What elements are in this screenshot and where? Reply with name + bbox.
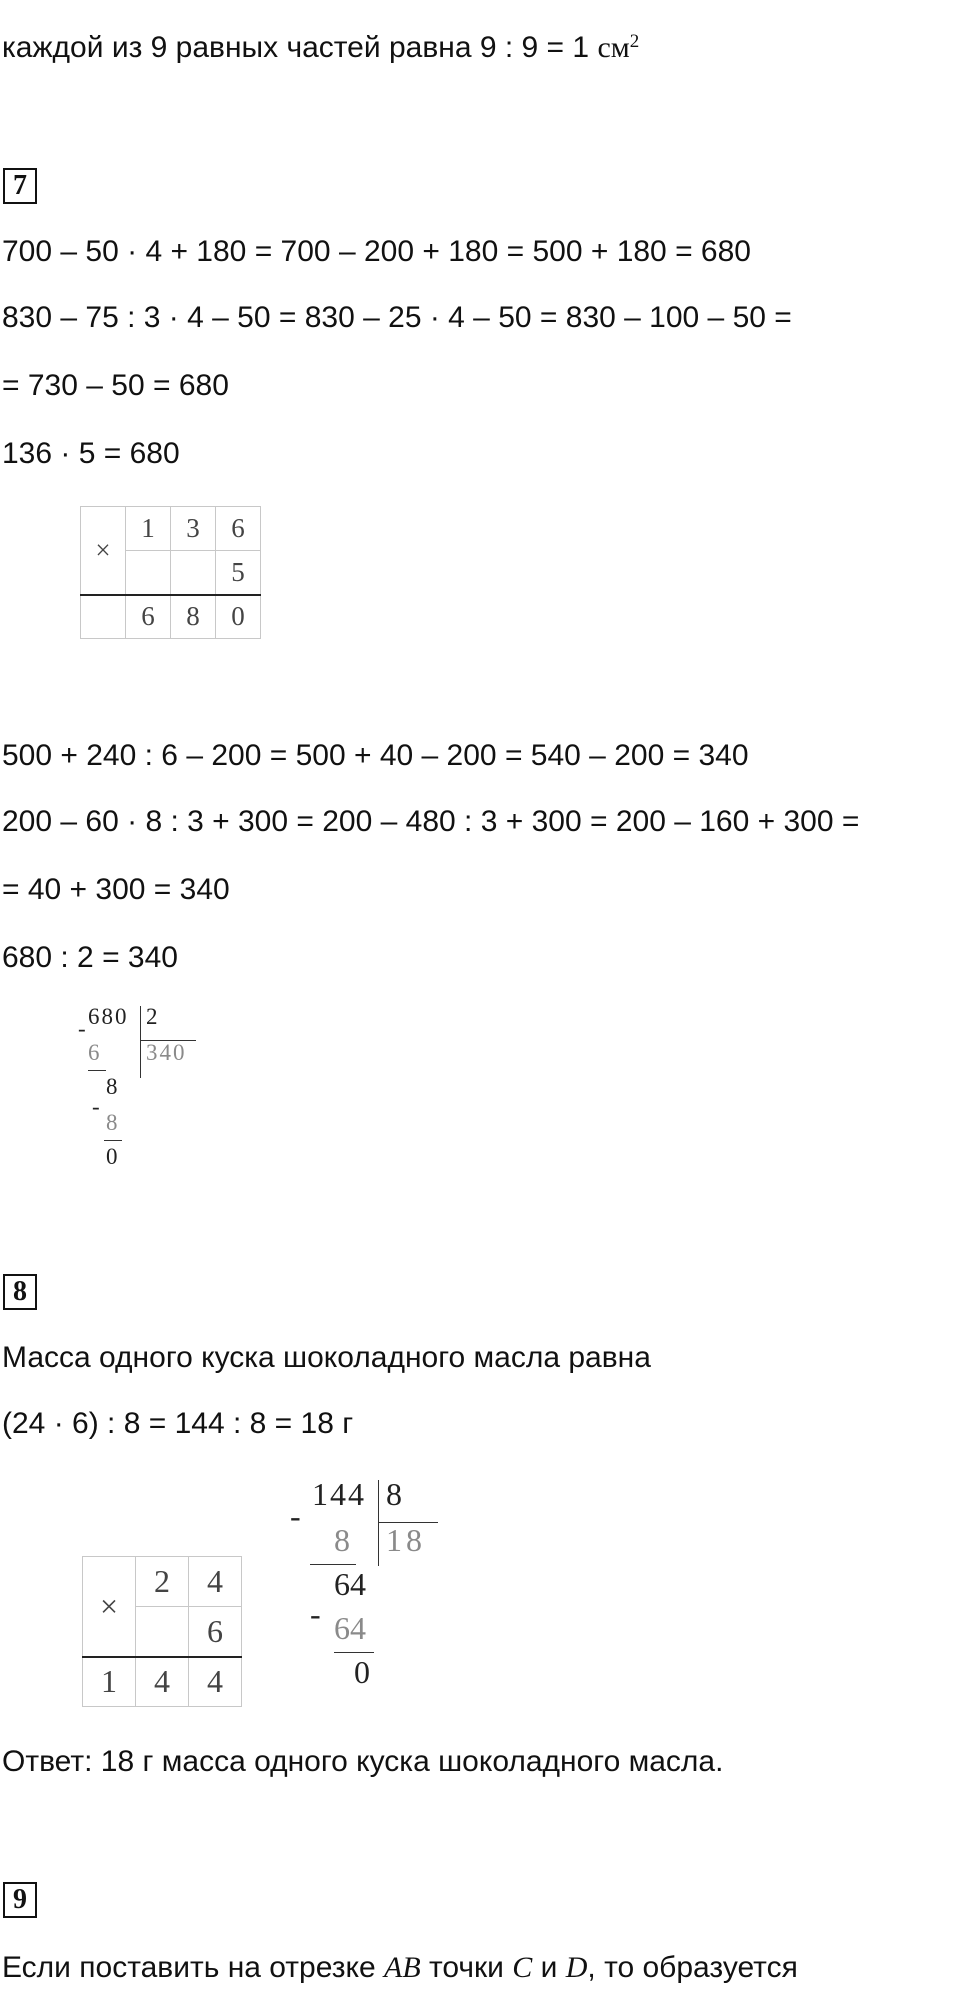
point-d: D [565, 1951, 588, 1984]
task-number-8: 8 [3, 1274, 37, 1310]
task8-line-2: (24 · 6) : 8 = 144 : 8 = 18 г [2, 1407, 354, 1440]
remainder-1: 64 [334, 1566, 366, 1602]
mult-cell [171, 551, 216, 595]
minus-sign: - [310, 1596, 321, 1632]
unit-exponent: 2 [629, 31, 640, 52]
minus-sign: - [78, 1016, 86, 1041]
dividend: 680 [88, 1004, 129, 1029]
long-division-680-2 [78, 1004, 208, 1184]
mult-result-cell [81, 595, 126, 639]
mult-result-cell: 4 [189, 1657, 242, 1707]
task7-line-2: 830 – 75 : 3 · 4 – 50 = 830 – 25 · 4 – 50 = 830 – 100 – 50 = [2, 301, 792, 334]
divisor: 2 [146, 1004, 158, 1029]
task7-line-3: = 730 – 50 = 680 [2, 369, 229, 402]
mult-result-cell: 1 [83, 1657, 136, 1707]
mult-result-cell: 0 [216, 595, 261, 639]
mult-result-cell: 6 [126, 595, 171, 639]
segment-ab: AB [384, 1951, 421, 1984]
long-division-144-8 [290, 1476, 450, 1716]
top-line-text: каждой из 9 равных частей равна 9 : 9 = 1 [2, 31, 598, 64]
subtrahend-1: 6 [88, 1040, 100, 1065]
remainder-2: 0 [354, 1654, 370, 1690]
mult-cell: 5 [216, 551, 261, 595]
task7-line-4: 136 · 5 = 680 [2, 437, 180, 470]
point-c: C [512, 1951, 533, 1984]
task-number-7: 7 [3, 168, 37, 204]
subtrahend-2: 8 [106, 1110, 118, 1135]
mult-cell: 1 [126, 507, 171, 551]
task7-line-1: 700 – 50 · 4 + 180 = 700 – 200 + 180 = 500 + 180 = 680 [2, 235, 751, 268]
mult-result-cell: 4 [136, 1657, 189, 1707]
task8-line-1: Масса одного куска шоколадного масла равна [2, 1341, 651, 1374]
mult-cell: 6 [216, 507, 261, 551]
subtrahend-2: 64 [334, 1610, 366, 1646]
task-number-9: 9 [3, 1882, 37, 1918]
mult-cell: 4 [189, 1557, 242, 1607]
unit-cm: см [597, 31, 630, 64]
multiplication-table-136x5 [80, 506, 261, 639]
times-sign: × [83, 1557, 136, 1657]
mult-cell: 3 [171, 507, 216, 551]
dividend: 144 [312, 1476, 366, 1512]
text: Если поставить на отрезке [2, 1951, 384, 1984]
mult-cell: 2 [136, 1557, 189, 1607]
mult-cell: 6 [189, 1607, 242, 1657]
task9-line-1 [2, 1948, 798, 1988]
quotient: 340 [146, 1040, 187, 1065]
times-sign: × [81, 507, 126, 595]
minus-sign: - [290, 1498, 301, 1534]
task8-answer: Ответ: 18 г масса одного куска шоколадного масла. [2, 1745, 724, 1778]
mult-result-cell: 8 [171, 595, 216, 639]
mult-cell [126, 551, 171, 595]
subtrahend-1: 8 [334, 1522, 350, 1558]
mult-cell [136, 1607, 189, 1657]
divisor: 8 [386, 1476, 402, 1512]
task7-line-8: 680 : 2 = 340 [2, 941, 178, 974]
minus-sign: - [92, 1094, 100, 1119]
remainder-1: 8 [106, 1074, 118, 1099]
multiplication-table-24x6 [82, 1556, 242, 1707]
text: и [532, 1951, 566, 1984]
text: точки [420, 1951, 513, 1984]
quotient: 18 [386, 1522, 426, 1558]
remainder-2: 0 [106, 1144, 118, 1169]
task7-line-5: 500 + 240 : 6 – 200 = 500 + 40 – 200 = 540 – 200 = 340 [2, 739, 749, 772]
task7-line-7: = 40 + 300 = 340 [2, 873, 230, 906]
text: , то образуется [587, 1951, 798, 1984]
task7-line-6: 200 – 60 · 8 : 3 + 300 = 200 – 480 : 3 + 300 = 200 – 160 + 300 = [2, 805, 860, 838]
top-line [2, 28, 639, 68]
